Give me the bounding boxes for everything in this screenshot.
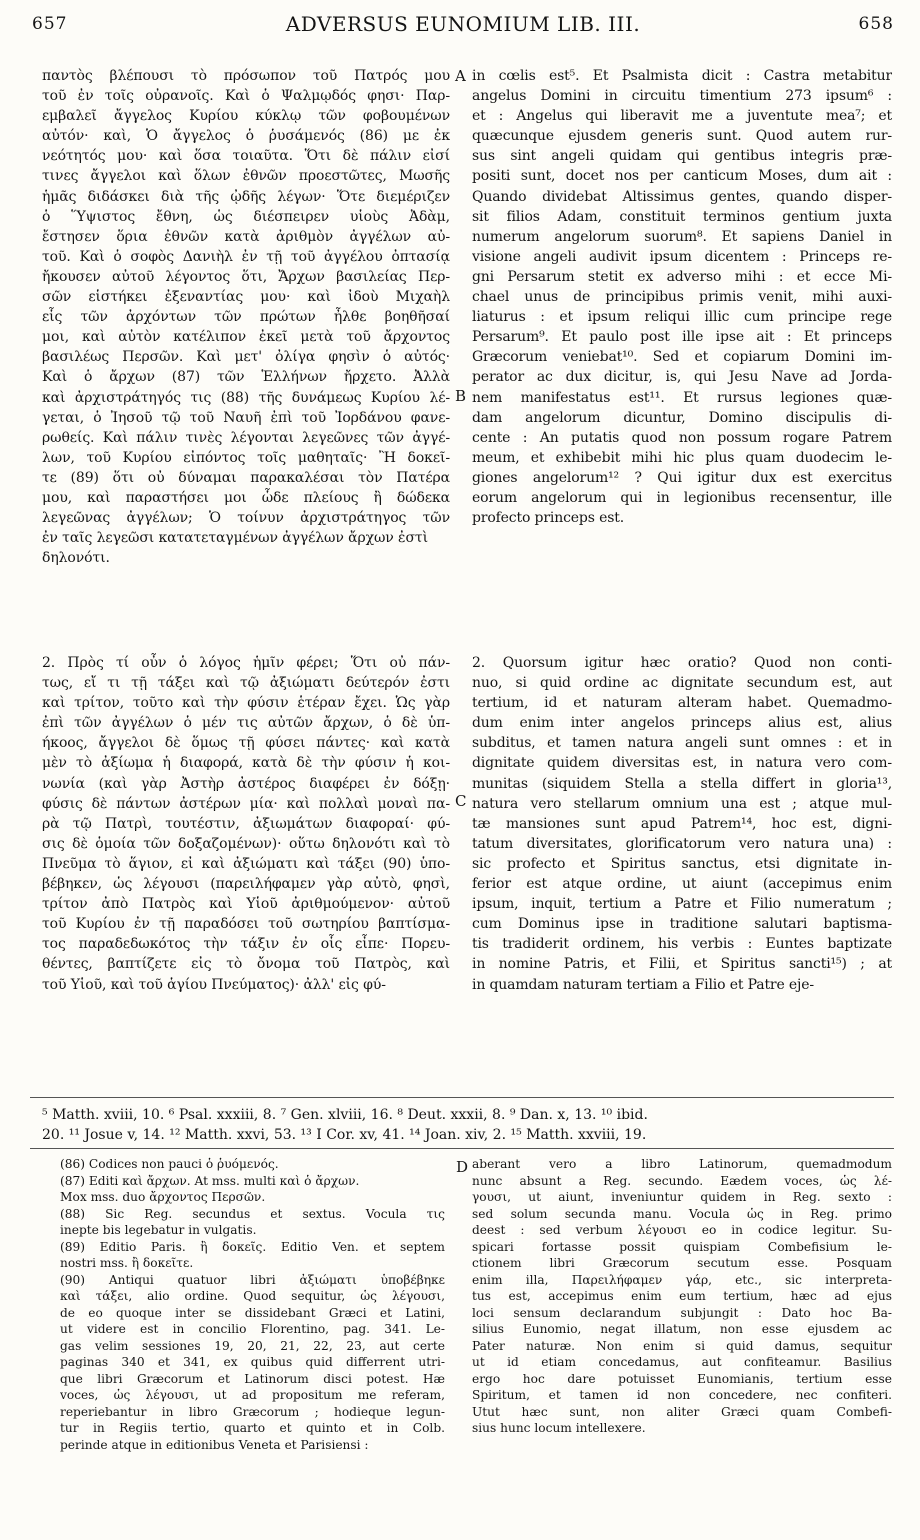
note-line: que libri Græcorum et Latinorum disci potest. Hæ <box>60 1371 445 1386</box>
latin-text-line: Persarum⁹. Et paulo post ille ipse ait : Et princeps <box>472 329 892 346</box>
note-line: spicari fortasse possit quispiam Combefisium le- <box>472 1239 892 1254</box>
note-line: Mox mss. duo ἄρχοντος Περσῶν. <box>60 1190 266 1204</box>
note-line: paginas 340 et 341, ex quibus quid differrent utri- <box>60 1355 445 1369</box>
greek-text-line: Καὶ ὁ ἄρχων (87) τῶν Ἑλλήνων ἤρχετο. Ἀλλὰ <box>42 369 450 386</box>
greek-text-line: τρίτον ἀπὸ Πατρὸς καὶ Υἱοῦ ἀριθμούμενον· αὐτοῦ <box>42 896 450 913</box>
latin-text-line: visione angeli audivit ipsum dicentem : Princeps re- <box>472 248 892 265</box>
greek-text-line: νωνία (καὶ γὰρ Ἀστὴρ ἀστέρος διαφέρει ἐν δόξῃ· <box>42 775 450 792</box>
latin-text-line: natura vero stellarum omnium una est ; atque mul- <box>472 795 892 812</box>
note-line: ut videre est in concilio Florentino, pag. 341. Le- <box>60 1322 445 1336</box>
latin-text-line: eorum angelorum qui in legionibus recensentur, ille <box>472 489 892 506</box>
greek-text-line: μου, καὶ παραστήσει μοι ὧδε πλείους ἢ δώδεκα <box>42 489 450 506</box>
note-line: loci sensum declarandum subjungit : Dato hoc Ba- <box>472 1305 892 1320</box>
greek-text-line: φύσις δὲ πάντων ἀστέρων μία· καὶ πολλαὶ μοναὶ πα- <box>42 795 450 812</box>
note-line: (88) Sic Reg. secundus et sextus. Vocula τις <box>60 1206 445 1221</box>
greek-text-line: λεγεῶνας ἀγγέλων; Ὁ τοίνυν ἀρχιστράτηγος τῶν <box>42 510 450 527</box>
margin-marker-c: C <box>455 792 467 810</box>
note-line: de eo quoque inter se dissidebant Græci et Latini, <box>60 1305 445 1320</box>
greek-text-line: παντὸς βλέπουσι τὸ πρόσωπον τοῦ Πατρός μου <box>42 68 450 84</box>
latin-text-line: subditus, et tamen natura angeli sunt omnes : et in <box>472 735 892 752</box>
latin-text-line: tertium, id et naturam alteram habet. Quemadmo- <box>472 695 892 712</box>
note-line: voces, ὡς λέγουσι, ut ad propositum me referam, <box>60 1388 445 1402</box>
notes-divider <box>30 1148 894 1149</box>
note-line: inepte bis legebatur in vulgatis. <box>60 1223 257 1237</box>
latin-text-line: cum Dominus ipse in traditione salutari baptisma- <box>472 916 892 933</box>
note-line: Pater naturæ. Non enim si quid damus, sequitur <box>472 1338 892 1353</box>
latin-text-line: sit filios Adam, constituit terminos gentium juxta <box>472 208 892 225</box>
latin-text-line: dum enim inter angelos princeps alius est, alius <box>472 715 892 732</box>
note-line: ut id etiam concedamus, aut confiteamur. Basilius <box>472 1355 892 1369</box>
note-line: aberant vero a libro Latinorum, quemadmodum <box>472 1157 892 1171</box>
note-line: ctionem libri Græcorum secutum esse. Posquam <box>472 1256 892 1270</box>
latin-text-line: et : Angelus qui liberavit me a juventute mea⁷; et <box>472 108 892 125</box>
note-line: Utut hæc sunt, non aliter Græci quam Combefi- <box>472 1404 892 1419</box>
latin-text-line: Græcorum veniebat¹⁰. Sed et copiarum Domini im- <box>472 349 892 366</box>
greek-text-line: τινες ἄγγελοι καὶ ὅλων ἐθνῶν προεστῶτες, Μωσῆς <box>42 168 450 185</box>
greek-text-line: τοῦ Υἱοῦ, καὶ τοῦ ἁγίου Πνεύματος)· ἀλλ' εἰς φύ- <box>42 976 386 993</box>
latin-text-column-top <box>472 66 892 528</box>
latin-text-line: 2. Quorsum igitur hæc oratio? Quod non conti- <box>472 655 892 671</box>
latin-text-line: meum, et exhibebit mihi hic plus quam duodecim le- <box>472 449 892 466</box>
greek-text-line: ἡμᾶς διδάσκει διὰ τῆς ᾠδῆς λέγων· Ὅτε διεμέριζεν <box>42 188 450 205</box>
latin-text-line: tatum diversitates, glorificatorum vero natura una) : <box>472 835 892 852</box>
greek-text-line: νεότητός μου· καὶ ὅσα τοιαῦτα. Ὅτι δὲ πάλιν εἰσί <box>42 148 450 165</box>
right-page-number: 658 <box>858 14 894 34</box>
latin-text-line: quæcunque ejusdem generis sunt. Quod autem rur- <box>472 128 892 145</box>
note-line: enim illa, Παρειλήφαμεν γάρ, etc., sic interpreta- <box>472 1272 892 1287</box>
greek-text-line: Πνεῦμα τὸ ἅγιον, εἰ καὶ ἀξιώματι καὶ τάξει (90) ὑπο- <box>42 855 450 872</box>
greek-text-line: ὁ Ὕψιστος ἔθνη, ὡς διέσπειρεν υἱοὺς Ἀδὰμ, <box>42 208 450 225</box>
running-title: ADVERSUS EUNOMIUM LIB. III. <box>285 12 641 36</box>
note-line: (90) Antiqui quatuor libri ἀξιώματι ὑποβέβηκε <box>60 1272 445 1287</box>
latin-text-line: cente : An putatis quod non possum rogare Patrem <box>472 429 892 446</box>
greek-text-line: θέντες, βαπτίζετε εἰς τὸ ὄνομα τοῦ Πατρὸς, καὶ <box>42 956 450 973</box>
greek-text-line: βασιλέως Περσῶν. Καὶ μετ' ὀλίγα φησὶν ὁ αὐτός· <box>42 349 450 366</box>
note-line: gas velim sessiones 19, 20, 21, 22, 23, aut certe <box>60 1338 445 1353</box>
margin-marker-b: B <box>455 387 467 405</box>
critical-notes-right <box>472 1156 892 1437</box>
greek-text-line: ἔστησεν ὅρια ἐθνῶν κατὰ ἀριθμὸν ἀγγέλων αὐ- <box>42 228 450 245</box>
greek-text-line: ἤκουσεν αὐτοῦ λέγοντος ὅτι, Ἄρχων βασιλείας Περ- <box>42 268 450 285</box>
scripture-ref-line: 20. ¹¹ Josue v, 14. ¹² Matth. xxvi, 53. ¹³ I Cor. xv, 41. ¹⁴ Joan. xiv, 2. ¹⁵ Matth. xxviii, 19. <box>42 1127 647 1143</box>
greek-text-line: βέβηκεν, ὡς λέγουσι (παρειλήφαμεν γὰρ αὐτὸ, φησὶ, <box>42 876 450 893</box>
latin-text-line: Quando dividebat Altissimus gentes, quando disper- <box>472 188 892 205</box>
latin-text-line: chael unus de principibus primis venit, mihi auxi- <box>472 289 892 306</box>
scripture-references <box>42 1105 894 1145</box>
latin-text-column-bottom <box>472 653 892 995</box>
greek-text-line: μὲν τὸ ἀξίωμα ἡ διαφορά, κατὰ δὲ τὴν φύσιν ἡ κοι- <box>42 755 450 772</box>
left-page-number: 657 <box>32 14 68 34</box>
greek-text-line: εμβαλεῖ ἄγγελος Κυρίου κύκλῳ τῶν φοβουμένων <box>42 108 450 125</box>
greek-text-line: σις δὲ ὁμοία τῶν δοξαζομένων)· οὕτω δηλονότι καὶ τὸ <box>42 835 450 852</box>
critical-notes-left <box>60 1156 445 1453</box>
greek-text-line: ρὰ τῷ Πατρὶ, τουτέστιν, ἀξιωμάτων διαφοραί· φύ- <box>42 815 450 832</box>
latin-text-line: perator ac dux dicitur, is, qui Jesu Nave ad Jorda- <box>472 369 892 386</box>
latin-text-line: nuo, si quid ordine ac dignitate secundum est, aut <box>472 675 892 692</box>
greek-text-line: γεται, ὁ Ἰησοῦ τῷ τοῦ Ναυῆ ἐπὶ τοῦ Ἰορδάνου φανε- <box>42 409 450 426</box>
latin-text-line: positi sunt, docet nos per canticum Moses, dum ait : <box>472 168 892 185</box>
latin-text-line: giones angelorum¹² ? Qui igitur dux est exercitus <box>472 469 892 486</box>
latin-text-line: ipsum, inquit, tertium a Patre et Filio numeratum ; <box>472 896 892 913</box>
greek-text-line: μοι, καὶ αὐτὸν κατέλιπον ἐκεῖ μετὰ τοῦ ἄρχοντος <box>42 329 450 346</box>
note-line: silius Eunomio, negat illatum, non esse ejusdem ac <box>472 1322 892 1336</box>
latin-text-line: sic profecto et Spiritus sanctus, etsi dignitate in- <box>472 855 892 872</box>
note-line: sed solum secunda manu. Vocula ὡς in Reg. primo <box>472 1206 892 1221</box>
note-line: deest : sed verbum λέγουσι eo in codice legitur. Su- <box>472 1223 892 1237</box>
greek-text-line: τοῦ. Καὶ ὁ σοφὸς Δανιὴλ ἐν τῇ τοῦ ἀγγέλου ὀπτασίᾳ <box>42 248 450 265</box>
latin-text-line: ferior est atque ordine, ut aiunt (accepimus enim <box>472 876 892 893</box>
greek-text-line: τοῦ ἐν τοῖς οὐρανοῖς. Καὶ ὁ Ψαλμῳδός φησι· Παρ- <box>42 88 450 105</box>
greek-text-line: εἷς τῶν ἀρχόντων τῶν πρώτων ἦλθε βοηθῆσαί <box>42 309 450 326</box>
note-line: sius hunc locum intellexere. <box>472 1421 646 1435</box>
greek-text-line: τε (89) ὅτι οὐ δύναμαι παρακαλέσαι τὸν Πατέρα <box>42 469 450 486</box>
note-line: (87) Editi καὶ ἄρχων. At mss. multi καὶ ὁ ἄρχων. <box>60 1173 360 1188</box>
greek-text-line: 2. Πρὸς τί οὖν ὁ λόγος ἡμῖν φέρει; Ὅτι οὐ πάν- <box>42 655 450 671</box>
greek-text-line: τως, εἴ τι τῇ τάξει καὶ τῷ ἀξιώματι δεύτερόν ἐστι <box>42 675 450 692</box>
latin-text-line: angelus Domini in circuitu timentium 273 ipsum⁶ : <box>472 88 892 105</box>
latin-text-line: nem manifestatus est¹¹. Et rursus legiones quæ- <box>472 389 892 406</box>
note-line: καὶ τάξει, alio ordine. Quod sequitur, ὡς λέγουσι, <box>60 1289 445 1303</box>
greek-text-column-top <box>42 66 450 568</box>
page-header <box>32 12 894 42</box>
greek-text-line: ἐπὶ τῶν ἀγγέλων ὁ μέν τις αὐτῶν ἄρχων, ὁ δὲ ὑπ- <box>42 715 450 732</box>
note-line: nostri mss. ἢ δοκεῖτε. <box>60 1256 194 1270</box>
note-line: (86) Codices non pauci ὁ ῥυόμενός. <box>60 1157 279 1171</box>
note-line: (89) Editio Paris. ἢ δοκεῖς. Editio Ven. et septem <box>60 1239 445 1254</box>
greek-text-line: λων, τοῦ Κυρίου εἰπόντος τοῖς μαθηταῖς· Ἢ δοκεῖ- <box>42 449 450 466</box>
latin-text-line: tis tradiderit ordinem, his verbis : Euntes baptizate <box>472 936 892 953</box>
greek-text-line: σῶν εἱστήκει ἐξεναντίας μου· καὶ ἰδοὺ Μιχαὴλ <box>42 289 450 306</box>
latin-text-line: in nomine Patris, et Filii, et Spiritus sancti¹⁵) ; at <box>472 956 892 973</box>
greek-text-line: ρωθείς. Καὶ πάλιν τινὲς λέγονται λεγεῶνες τῶν ἀγγέ- <box>42 429 450 446</box>
latin-text-line: in quamdam naturam tertiam a Filio et Patre eje- <box>472 976 814 993</box>
note-line: reperiebantur in libro Græcorum ; hodieque legun- <box>60 1404 445 1419</box>
latin-text-line: sus sint angeli quidam qui gentibus integris præ- <box>472 148 892 165</box>
latin-text-line: tæ mansiones sunt apud Patrem¹⁴, hoc est, digni- <box>472 815 892 832</box>
greek-text-line: ἐν ταῖς λεγεῶσι κατατεταγμένων ἀγγέλων ἄρχων ἐστὶ <box>42 530 428 547</box>
greek-text-line: δηλονότι. <box>42 550 110 567</box>
latin-text-line: dignitate quidem diversitas est, in natura vero com- <box>472 755 892 772</box>
latin-text-line: gni Persarum stetit ex adverso mihi : et ecce Mi- <box>472 268 892 285</box>
greek-text-column-bottom <box>42 653 450 995</box>
latin-text-line: profecto princeps est. <box>472 510 625 527</box>
note-line: γουσι, ut aiunt, inveniuntur quidem in Reg. sexto : <box>472 1190 892 1204</box>
greek-text-line: αὐτόν· καὶ, Ὁ ἄγγελος ὁ ῥυσάμενός (86) με ἐκ <box>42 128 450 145</box>
latin-text-line: liaturus : et ipsum reliqui illic cum principe rege <box>472 309 892 326</box>
note-line: Spiritum, et tamen id non concedere, nec confiteri. <box>472 1388 892 1402</box>
scripture-refs-divider <box>30 1097 894 1098</box>
latin-text-line: numerum angelorum suorum⁸. Et sapiens Daniel in <box>472 228 892 245</box>
greek-text-line: καὶ τρίτον, τοῦτο καὶ τὴν φύσιν ἑτέραν ἔχει. Ὡς γὰρ <box>42 695 450 712</box>
greek-text-line: καὶ ἀρχιστράτηγός τις (88) τῆς δυνάμεως Κυρίου λέ- <box>42 389 450 406</box>
note-line: tur in Regiis tertio, quarto et quinto et in Colb. <box>60 1421 445 1435</box>
margin-marker-a: A <box>455 67 466 85</box>
note-line: tus est, accepimus enim eum tertium, hæc ad ejus <box>472 1289 892 1303</box>
margin-marker-d: D <box>456 1158 469 1176</box>
latin-text-line: in cœlis est⁵. Et Psalmista dicit : Castra metabitur <box>472 68 892 84</box>
latin-text-line: dam angelorum dicuntur, Domino discipulis di- <box>472 409 892 426</box>
note-line: perinde atque in editionibus Veneta et Parisiensi : <box>60 1437 369 1452</box>
greek-text-line: τος παραδεδωκότος τὴν τάξιν ἐν οἷς εἶπε· Πορευ- <box>42 936 450 953</box>
note-line: ergo hoc dare potuisset Eunomianis, tertium esse <box>472 1371 892 1386</box>
scripture-ref-line: ⁵ Matth. xviii, 10. ⁶ Psal. xxxiii, 8. ⁷ Gen. xlviii, 16. ⁸ Deut. xxxii, 8. ⁹ Dan. x, 13. ¹⁰ ibid. <box>42 1107 648 1123</box>
latin-text-line: munitas (siquidem Stella a stella differt in gloria¹³, <box>472 775 892 792</box>
note-line: nunc absunt a Reg. secundo. Eædem voces, ὡς λέ- <box>472 1173 892 1188</box>
greek-text-line: ήκοος, ἄγγελοι δὲ ὅμως τῇ φύσει πάντες· καὶ κατὰ <box>42 735 450 752</box>
greek-text-line: τοῦ Κυρίου ἐν τῇ παραδόσει τοῦ σωτηρίου βαπτίσμα- <box>42 916 450 933</box>
